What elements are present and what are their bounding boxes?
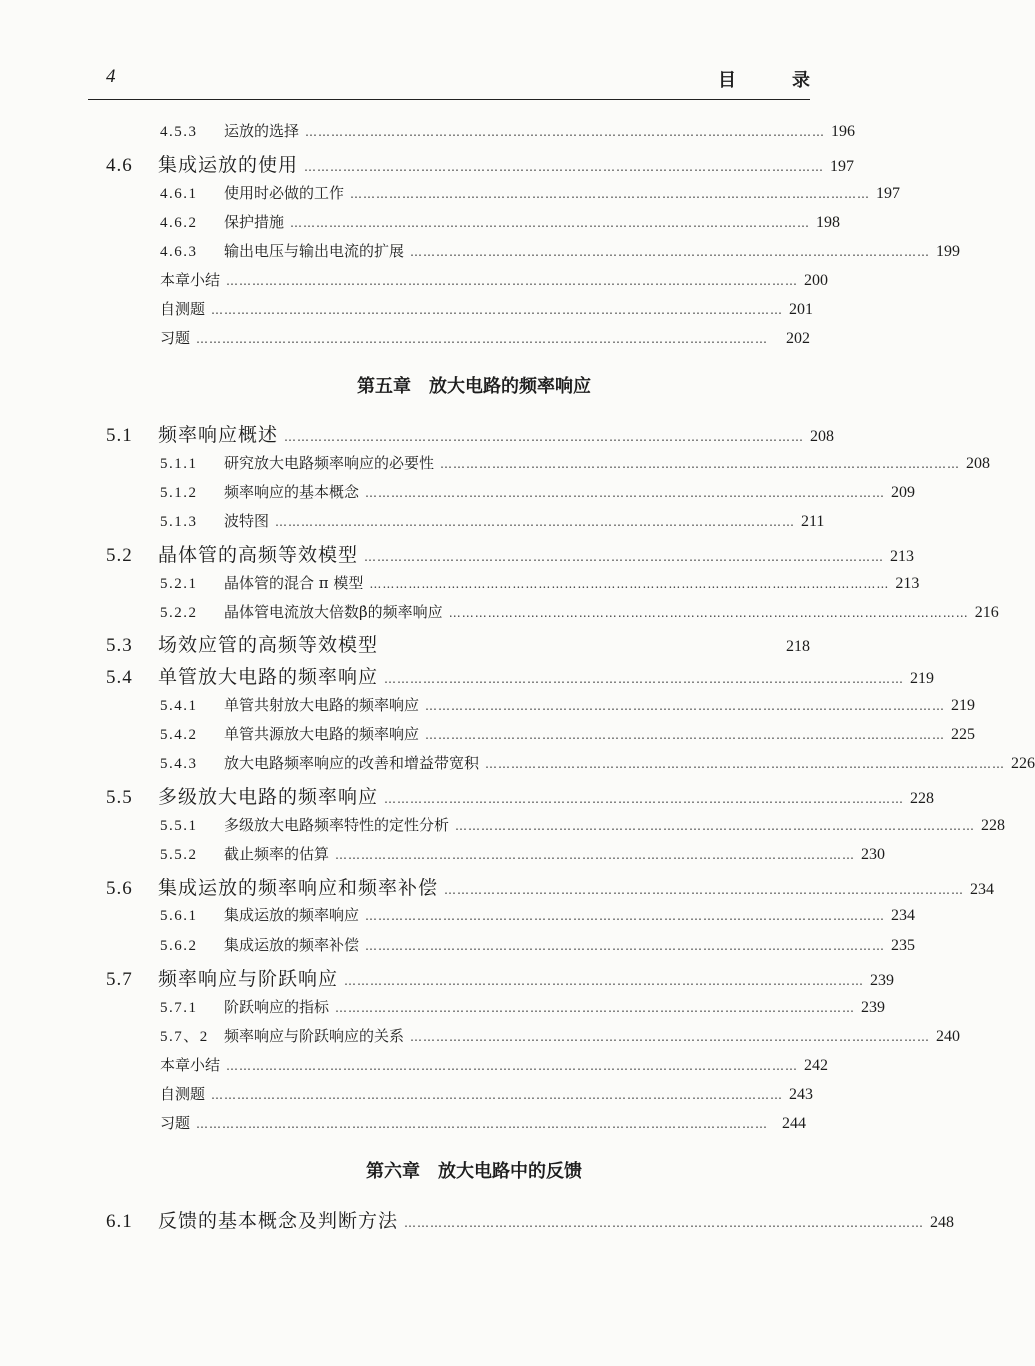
toc-entry-5-1-1: [160, 452, 991, 473]
dot-leader: …………………………………………………………………………………………………………: [284, 430, 805, 444]
section-title: 研究放大电路频率响应的必要性: [224, 454, 435, 472]
toc-entry-5-4-3: [160, 752, 1035, 773]
section-number: 5.2: [106, 545, 133, 566]
dot-leader: …………………………………………………………………………………………………………: [404, 1216, 925, 1230]
section-number: 5.5: [106, 787, 133, 808]
section-title: 晶体管的高频等效模型: [158, 544, 359, 566]
page-ref: 219: [910, 670, 935, 687]
toc-entry-5-7-1: [160, 996, 886, 1017]
toc-entry-5-2: [106, 540, 915, 567]
toc-entry-5-7-2: [160, 1025, 961, 1046]
toc-entry-summary: [160, 1054, 829, 1075]
section-title: 频率响应的基本概念: [224, 483, 360, 501]
page-ref: 197: [830, 158, 855, 175]
page-ref: 240: [936, 1028, 961, 1045]
page-ref: 208: [966, 455, 991, 472]
chapter-heading-6: 第六章 放大电路中的反馈: [366, 1161, 582, 1182]
section-number: 5.1: [106, 425, 133, 446]
dot-leader: …………………………………………………………………………………………………………: [384, 792, 905, 806]
toc-entry-4-5-3: [160, 120, 856, 141]
section-title: 多级放大电路的频率响应: [158, 786, 379, 808]
section-title: 保护措施: [224, 213, 285, 231]
dot-leader: ……………………………………………………………………………………………………………………: [226, 274, 799, 288]
section-number: 5.4: [106, 667, 133, 688]
section-number: 4.6.3: [160, 244, 198, 260]
dot-leader: …………………………………………………………………………………………………………: [365, 909, 886, 923]
section-title: 使用时必做的工作: [224, 184, 345, 202]
section-number: 5.7、2: [160, 1029, 209, 1045]
dot-leader: …………………………………………………………………………………………………………: [425, 728, 946, 742]
section-number: 5.3: [106, 635, 133, 656]
section-number: 5.2.2: [160, 605, 198, 621]
page-ref: 225: [951, 726, 976, 743]
dot-leader: ……………………………………………………………………………………………………………………: [196, 332, 769, 346]
section-title: 自测题: [160, 300, 206, 318]
page-ref: 244: [782, 1115, 806, 1132]
page-ref: 213: [895, 575, 920, 592]
toc-entry-5-6-1: [160, 904, 916, 925]
section-title: 截止频率的估算: [224, 845, 330, 863]
page-ref: 228: [981, 817, 1006, 834]
page-ref: 202: [786, 330, 810, 347]
section-title: 波特图: [224, 512, 270, 530]
page-number: 4: [106, 66, 116, 87]
dot-leader: …………………………………………………………………………………………………………: [335, 848, 856, 862]
dot-leader: …………………………………………………………………………………………………………: [350, 187, 871, 201]
toc-entry-4-6-3: [160, 240, 961, 261]
dot-leader: …………………………………………………………………………………………………………: [305, 125, 826, 139]
page-ref: 248: [930, 1214, 955, 1231]
dot-leader: …………………………………………………………………………………………………………: [344, 974, 865, 988]
section-number: 5.1.1: [160, 456, 198, 472]
page-ref: 234: [891, 907, 916, 924]
section-number: 5.1.2: [160, 485, 198, 501]
dot-leader: …………………………………………………………………………………………………………: [304, 160, 825, 174]
toc-entry-summary: [160, 269, 829, 290]
section-title: 输出电压与输出电流的扩展: [224, 242, 405, 260]
page-ref: 216: [974, 604, 999, 621]
page-ref: 228: [910, 790, 935, 807]
section-title: 放大电路频率响应的改善和增益带宽积: [224, 754, 480, 772]
dot-leader: …………………………………………………………………………………………………………: [455, 819, 976, 833]
page-ref: 234: [970, 881, 995, 898]
dot-leader: ……………………………………………………………………………………………………………………: [211, 303, 784, 317]
section-title: 单管共射放大电路的频率响应: [224, 696, 420, 714]
toc-entry-self-test: [160, 1083, 814, 1104]
toc-entry-5-5: [106, 782, 935, 809]
dot-leader: …………………………………………………………………………………………………………: [425, 699, 946, 713]
section-title: 阶跃响应的指标: [224, 998, 330, 1016]
section-number: 5.2.1: [160, 576, 198, 592]
dot-leader: …………………………………………………………………………………………………………: [485, 757, 1006, 771]
dot-leader: …………………………………………………………………………………………………………: [410, 245, 931, 259]
running-header-title: [718, 66, 810, 92]
section-number: 4.6.1: [160, 186, 198, 202]
chapter-heading-5: 第五章 放大电路的频率响应: [357, 376, 591, 397]
toc-entry-5-4: [106, 662, 935, 689]
section-number: 5.6: [106, 878, 133, 899]
section-number: 4.6: [106, 155, 133, 176]
section-number: 5.6.2: [160, 938, 198, 954]
section-number: 5.6.1: [160, 908, 198, 924]
toc-entry-6-1: [106, 1206, 955, 1233]
section-title: 场效应管的高频等效模型: [158, 634, 379, 656]
header-rule: [88, 99, 810, 100]
dot-leader: ……………………………………………………………………………………………………………………: [211, 1088, 784, 1102]
section-title: 频率响应与阶跃响应的关系: [224, 1027, 405, 1045]
page-ref: 230: [861, 846, 886, 863]
dot-leader: …………………………………………………………………………………………………………: [335, 1001, 856, 1015]
page-ref: 196: [831, 123, 856, 140]
section-number: 4.5.3: [160, 124, 198, 140]
section-title: 本章小结: [160, 1056, 221, 1074]
toc-entry-5-6-2: [160, 934, 916, 955]
section-title: 本章小结: [160, 271, 221, 289]
dot-leader: …………………………………………………………………………………………………………: [365, 486, 886, 500]
page-ref: 199: [936, 243, 961, 260]
page-ref: 239: [861, 999, 886, 1016]
page-ref: 226: [1011, 755, 1035, 772]
section-number: 5.7.1: [160, 1000, 198, 1016]
section-number: 5.4.2: [160, 727, 198, 743]
page-ref: 198: [816, 214, 841, 231]
dot-leader: ……………………………………………………………………………………………………………………: [226, 1059, 799, 1073]
toc-entry-5-3: [106, 630, 810, 657]
toc-entry-5-1-2: [160, 481, 916, 502]
page-ref: 243: [789, 1086, 814, 1103]
section-title: 集成运放的频率补偿: [224, 936, 360, 954]
section-number: 4.6.2: [160, 215, 198, 231]
toc-entry-5-4-1: [160, 694, 976, 715]
dot-leader: …………………………………………………………………………………………………………: [369, 577, 890, 591]
section-title: 频率响应与阶跃响应: [158, 968, 339, 990]
toc-entry-5-1: [106, 420, 835, 447]
toc-entry-5-1-3: [160, 510, 825, 531]
section-title: 习题: [160, 1114, 191, 1132]
section-title: 集成运放的频率响应和频率补偿: [158, 877, 439, 899]
dot-leader: …………………………………………………………………………………………………………: [444, 883, 965, 897]
dot-leader: …………………………………………………………………………………………………………: [275, 515, 796, 529]
page-ref: 239: [870, 972, 895, 989]
toc-entry-exercises: [160, 327, 810, 348]
dot-leader: …………………………………………………………………………………………………………: [365, 939, 886, 953]
dot-leader: …………………………………………………………………………………………………………: [410, 1030, 931, 1044]
section-title: 反馈的基本概念及判断方法: [158, 1210, 399, 1232]
section-title: 集成运放的频率响应: [224, 906, 360, 924]
page-ref: 242: [804, 1057, 829, 1074]
toc-entry-5-2-1: [160, 572, 920, 593]
dot-leader: …………………………………………………………………………………………………………: [364, 550, 885, 564]
section-number: 5.5.2: [160, 847, 198, 863]
section-number: 5.1.3: [160, 514, 198, 530]
section-title: 频率响应概述: [158, 424, 279, 446]
running-header-char: 录: [792, 70, 810, 91]
page-ref: 219: [951, 697, 976, 714]
section-number: 5.5.1: [160, 818, 198, 834]
toc-entry-5-4-2: [160, 723, 976, 744]
toc-entry-5-7: [106, 964, 895, 991]
toc-entry-4-6-2: [160, 211, 841, 232]
page-ref: 197: [876, 185, 901, 202]
toc-entry-exercises: [160, 1112, 806, 1133]
page-ref: 200: [804, 272, 829, 289]
page-ref: 208: [810, 428, 835, 445]
dot-leader: …………………………………………………………………………………………………………: [440, 457, 961, 471]
section-title: 单管共源放大电路的频率响应: [224, 725, 420, 743]
toc-entry-4-6: [106, 150, 855, 177]
page-ref: 218: [786, 638, 810, 655]
dot-leader: …………………………………………………………………………………………………………: [290, 216, 811, 230]
dot-leader: …………………………………………………………………………………………………………: [448, 606, 969, 620]
page-ref: 213: [890, 548, 915, 565]
section-number: 5.7: [106, 969, 133, 990]
section-title: 自测题: [160, 1085, 206, 1103]
section-title: 集成运放的使用: [158, 154, 299, 176]
section-title: 单管放大电路的频率响应: [158, 666, 379, 688]
dot-leader: ……………………………………………………………………………………………………………………: [196, 1117, 769, 1131]
section-title: 习题: [160, 329, 191, 347]
toc-entry-5-5-2: [160, 843, 886, 864]
section-title: 晶体管电流放大倍数β̇的频率响应: [224, 603, 443, 621]
running-header-char: 目: [718, 70, 736, 91]
page-ref: 211: [801, 513, 825, 530]
dot-leader: …………………………………………………………………………………………………………: [384, 672, 905, 686]
toc-entry-5-6: [106, 873, 995, 900]
page-ref: 201: [789, 301, 814, 318]
section-title: 晶体管的混合 π 模型: [224, 574, 364, 592]
toc-entry-self-test: [160, 298, 814, 319]
toc-entry-4-6-1: [160, 182, 901, 203]
section-title: 多级放大电路频率特性的定性分析: [224, 816, 450, 834]
section-number: 5.4.1: [160, 698, 198, 714]
section-number: 6.1: [106, 1211, 133, 1232]
toc-entry-5-2-2: [160, 601, 999, 622]
page-ref: 235: [891, 937, 916, 954]
section-number: 5.4.3: [160, 756, 198, 772]
section-title: 运放的选择: [224, 122, 300, 140]
page-ref: 209: [891, 484, 916, 501]
toc-entry-5-5-1: [160, 814, 1006, 835]
